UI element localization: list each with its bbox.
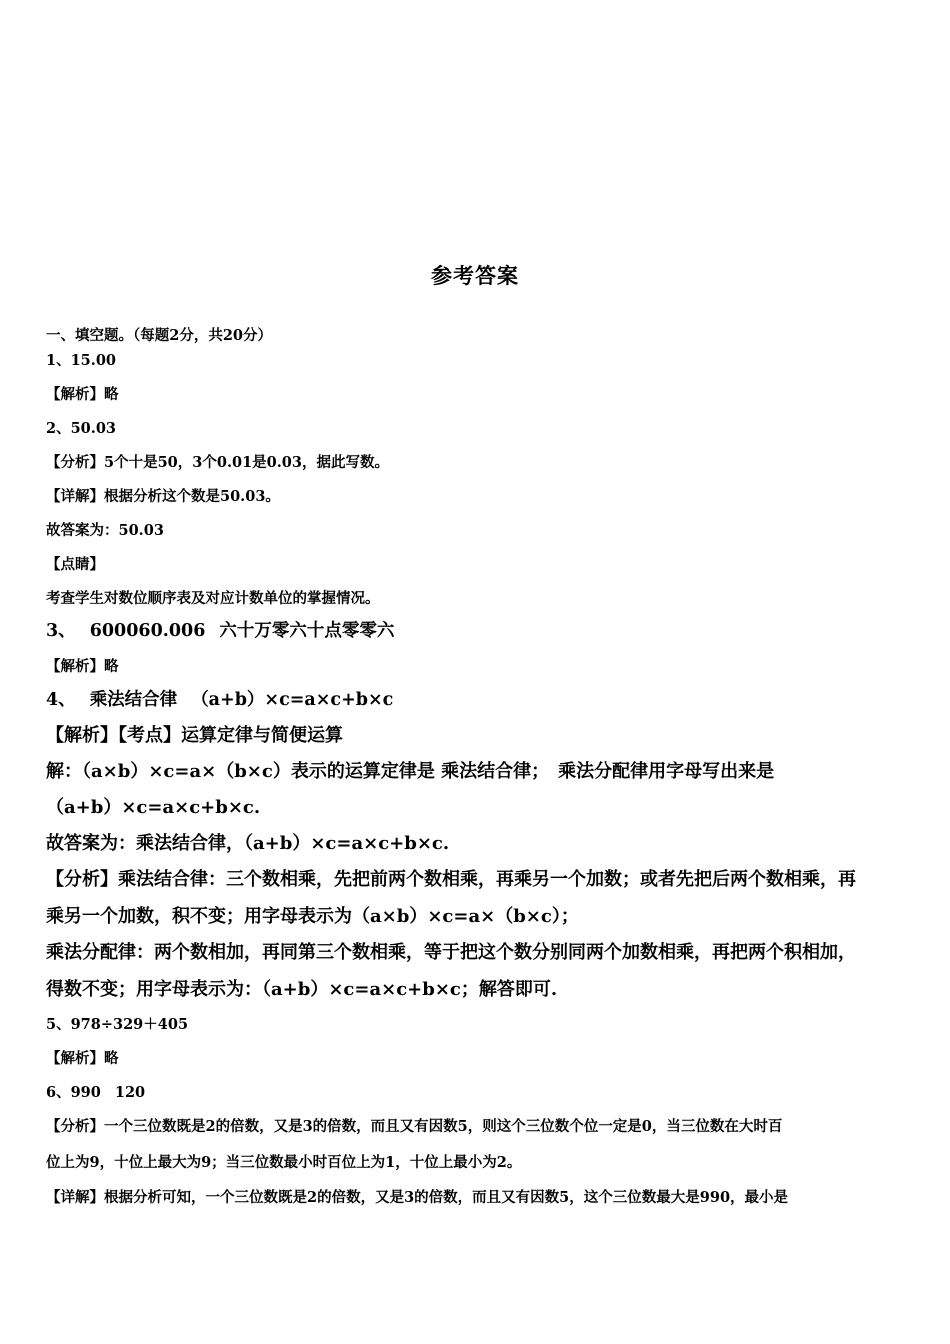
q5-analysis: 【解析】略 bbox=[46, 1050, 119, 1067]
q2-answer: 2、50.03 bbox=[46, 420, 116, 437]
section-heading: 一、填空题。（每题2分，共20分） bbox=[46, 327, 273, 344]
q3-analysis: 【解析】略 bbox=[46, 658, 119, 675]
q4-fenxi-line2: 乘另一个加数，积不变；用字母表示为（a×b）×c=a×（b×c）； bbox=[46, 906, 579, 927]
q6-fenxi-line2: 位上为9，十位上最大为9；当三位数最小时百位上为1，十位上最小为2。 bbox=[46, 1154, 522, 1171]
q4-fenxi-line3: 乘法分配律：两个数相加，再同第三个数相乘，等于把这个数分别同两个加数相乘，再把两个积相加， bbox=[46, 942, 856, 963]
page-title: 参考答案 bbox=[431, 263, 519, 288]
q4-fenxi-line4: 得数不变；用字母表示为：（a+b）×c=a×c+b×c；解答即可. bbox=[46, 979, 558, 1000]
q4-answer-a: 乘法结合律 bbox=[89, 690, 178, 710]
q6-answer2: 120 bbox=[114, 1084, 146, 1101]
q4-answer-line bbox=[46, 690, 908, 711]
q4-jie-line1: 解：（a×b）×c=a×（b×c）表示的运算定律是 乘法结合律； 乘法分配律用字母写出来是 bbox=[46, 761, 775, 782]
q1-analysis: 【解析】略 bbox=[46, 386, 119, 403]
q4-kaodian: 【解析】【考点】运算定律与简便运算 bbox=[46, 725, 343, 746]
q1-answer: 1、15.00 bbox=[46, 352, 116, 369]
q6-number: 6、990 bbox=[46, 1084, 101, 1101]
q2-fenxi: 【分析】5个十是50，3个0.01是0.03，据此写数。 bbox=[46, 454, 389, 471]
q3-answer-text: 六十万零六十点零零六 bbox=[219, 621, 395, 641]
q2-xiangjie: 【详解】根据分析这个数是50.03。 bbox=[46, 488, 280, 505]
q6-fenxi-line1: 【分析】一个三位数既是2的倍数，又是3的倍数，而且又有因数5，则这个三位数个位一定是0，当三位数在大时百 bbox=[46, 1118, 783, 1135]
q3-answer-number: 600060.006 bbox=[89, 621, 206, 641]
q4-number: 4、 bbox=[46, 690, 76, 710]
q2-final-answer: 故答案为：50.03 bbox=[46, 522, 164, 539]
q6-answer-line bbox=[46, 1084, 908, 1101]
q2-dianjing-label: 【点睛】 bbox=[46, 556, 104, 573]
q4-jie-line2: （a+b）×c=a×c+b×c. bbox=[46, 797, 261, 818]
q6-xiangjie-line1: 【详解】根据分析可知，一个三位数既是2的倍数，又是3的倍数，而且又有因数5，这个三位数最大是990，最小是 bbox=[46, 1189, 789, 1206]
q4-final-answer: 故答案为：乘法结合律，（a+b）×c=a×c+b×c. bbox=[46, 833, 450, 854]
q3-number: 3、 bbox=[46, 621, 76, 641]
q3-answer-line bbox=[46, 621, 908, 642]
q4-fenxi-line1: 【分析】乘法结合律：三个数相乘，先把前两个数相乘，再乘另一个加数；或者先把后两个数相乘，再 bbox=[46, 869, 856, 890]
q2-dianjing: 考查学生对数位顺序表及对应计数单位的掌握情况。 bbox=[46, 590, 380, 607]
q4-answer-b: （a+b）×c=a×c+b×c bbox=[191, 690, 394, 710]
q5-answer: 5、978÷329＋405 bbox=[46, 1016, 189, 1033]
